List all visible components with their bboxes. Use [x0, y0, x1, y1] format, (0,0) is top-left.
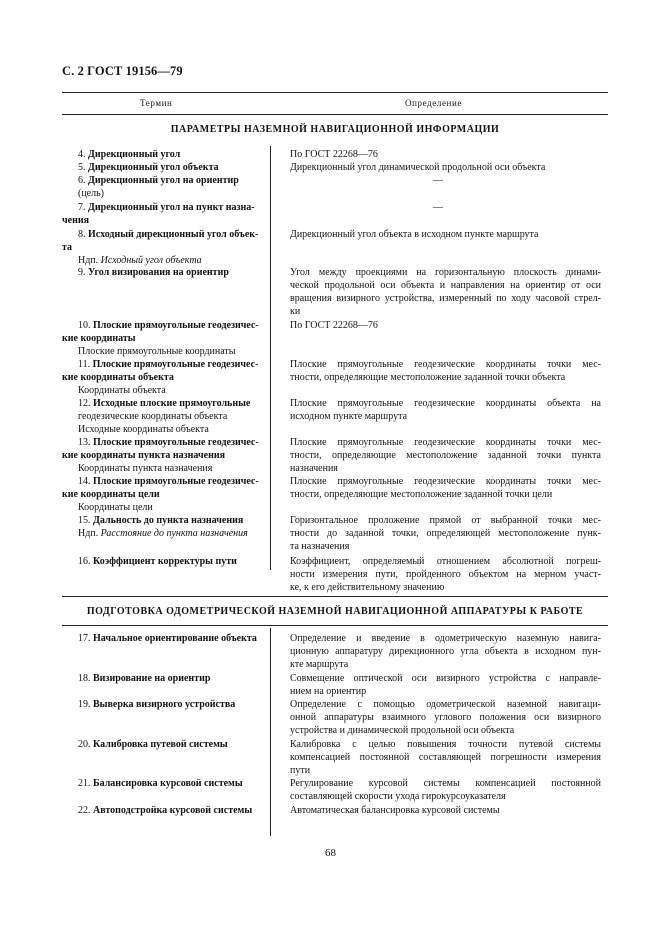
table-header-rule [62, 114, 608, 115]
definition-line: Горизонтальное проложение прямой от выбранной точки мес- [290, 515, 601, 526]
term-number: 22. [78, 805, 93, 816]
definition-line: та назначения [290, 541, 350, 552]
term-cell [62, 738, 264, 751]
definition-cell [290, 358, 601, 384]
page-header: С. 2 ГОСТ 19156—79 [62, 64, 183, 78]
term-cell [62, 475, 264, 514]
term-line [62, 319, 264, 332]
definition-cell [290, 397, 601, 423]
term-number: 6. [78, 175, 88, 186]
term-line [62, 698, 264, 711]
definition-line: тности, определяющие местоположение заданной точки пункта [290, 450, 601, 461]
term-text: Координаты объекта [78, 385, 166, 396]
definition-line: Плоские прямоугольные геодезические координаты точки мес- [290, 359, 601, 370]
term-line [62, 358, 264, 371]
term-line [62, 514, 264, 527]
term-number: 20. [78, 739, 93, 750]
term-cell [62, 632, 264, 645]
table-top-rule [62, 92, 608, 93]
deprecated-term: Исходный угол объекта [100, 255, 202, 266]
term-text: Дирекционный угол на пункт назна- [88, 202, 255, 213]
definition-line: Плоские прямоугольные геодезические координаты точки мес- [290, 437, 601, 448]
term-text: Координаты цели [78, 502, 153, 513]
deprecated-marker: Ндп. [78, 528, 101, 539]
term-line [62, 777, 264, 790]
term-line [62, 228, 264, 241]
section-title-odometric-preparation: ПОДГОТОВКА ОДОМЕТРИЧЕСКОЙ НАЗЕМНОЙ НАВИГАЦИОННОЙ АППАРАТУРЫ К РАБОТЕ [86, 606, 584, 617]
definition-cell [290, 319, 601, 332]
definition-cell [290, 174, 601, 187]
term-text: геодезические координаты объекта [78, 411, 228, 422]
term-text: кие координаты пункта назначения [62, 450, 226, 461]
term-text: Коэффициент корректуры пути [93, 556, 237, 567]
term-number: 11. [78, 359, 93, 370]
term-text: Калибровка путевой системы [93, 739, 228, 750]
definition-line: Калибровка с целью повышения точности путевой системы [290, 739, 601, 750]
definition-line: Коэффициент, определяемый отношением абсолютной погреш- [290, 556, 601, 567]
term-cell [62, 201, 264, 227]
term-text: кие координаты [62, 333, 136, 344]
term-text: Автоподстройка курсовой системы [93, 805, 253, 816]
term-number: 19. [78, 699, 93, 710]
term-line [62, 449, 264, 462]
term-line [62, 345, 264, 358]
term-cell [62, 698, 264, 711]
term-cell [62, 228, 264, 267]
definition-cell [290, 514, 601, 553]
definition-line: Плоские прямоугольные геодезические координаты объекта на [290, 398, 601, 409]
definition-cell [290, 436, 601, 475]
term-text: Угол визирования на ориентир [88, 267, 229, 278]
definition-line: По ГОСТ 22268—76 [290, 320, 378, 331]
definition-line: Определение и введение в одометрическую наземную навига- [290, 633, 601, 644]
term-line [62, 201, 264, 214]
term-line [62, 423, 264, 436]
definition-cell [290, 148, 601, 161]
definition-cell [290, 804, 601, 817]
definition-line: Совмещение оптической оси визирного устройства с направле- [290, 673, 601, 684]
definition-line: ки [290, 306, 301, 317]
term-line [62, 738, 264, 751]
definition-line: Плоские прямоугольные геодезические координаты точки мес- [290, 476, 601, 487]
definition-line: исходном пункте маршрута [290, 411, 408, 422]
term-number: 7. [78, 202, 88, 213]
definition-cell [290, 698, 601, 737]
section-title-navigation-parameters: ПАРАМЕТРЫ НАЗЕМНОЙ НАВИГАЦИОННОЙ ИНФОРМАЦИИ [170, 124, 500, 135]
term-text: Исходные координаты объекта [78, 424, 209, 435]
term-number: 16. [78, 556, 93, 567]
definition-line: тности, определяющие местоположение заданной точки объекта [290, 372, 566, 383]
definition-line: ционную аппаратуру дирекционного угла объекта в исходном пун- [290, 646, 601, 657]
page-number: 68 [325, 847, 336, 859]
definition-cell [290, 228, 601, 241]
definition-line: — [433, 175, 443, 186]
term-number: 9. [78, 267, 88, 278]
term-text: кие координаты цели [62, 489, 160, 500]
section-rule [62, 596, 608, 597]
column-header-definition: Определение [405, 98, 462, 108]
term-number: 8. [78, 229, 88, 240]
term-line [62, 148, 264, 161]
term-line [62, 371, 264, 384]
definition-line: По ГОСТ 22268—76 [290, 149, 378, 160]
term-number: 14. [78, 476, 93, 487]
definition-cell [290, 201, 601, 214]
definition-line: — [433, 202, 443, 213]
term-number: 4. [78, 149, 88, 160]
definition-line: тности до заданной точки, определяющей местоположение пунк- [290, 528, 601, 539]
column-separator [270, 628, 271, 836]
definition-line: назначения [290, 463, 338, 474]
term-number: 17. [78, 633, 93, 644]
definition-line: ческой продольной оси объекта и направления на ориентир от оси [290, 280, 601, 291]
term-cell [62, 358, 264, 397]
definition-line: ке, к его действительному значению [290, 582, 445, 593]
term-cell [62, 436, 264, 475]
term-cell [62, 319, 264, 358]
term-cell [62, 555, 264, 568]
definition-line: Регулирование курсовой системы компенсацией постоянной [290, 778, 601, 789]
term-text: Плоские прямоугольные геодезичес- [93, 476, 259, 487]
term-text: Координаты пункта назначения [78, 463, 213, 474]
term-line [62, 332, 264, 345]
term-text: чения [62, 215, 90, 226]
term-cell [62, 397, 264, 436]
term-text: Плоские прямоугольные геодезичес- [92, 359, 259, 370]
term-text: (цель) [78, 188, 105, 199]
definition-cell [290, 266, 601, 318]
term-number: 21. [78, 778, 93, 789]
term-number: 12. [78, 398, 93, 409]
definition-line: нием на ориентир [290, 686, 367, 697]
term-line [62, 488, 264, 501]
term-line [62, 410, 264, 423]
term-text: Плоские прямоугольные координаты [78, 346, 236, 357]
term-line [62, 241, 264, 254]
term-line [62, 501, 264, 514]
term-text: Балансировка курсовой системы [93, 778, 243, 789]
definition-cell [290, 738, 601, 777]
term-cell [62, 804, 264, 817]
term-cell [62, 672, 264, 685]
term-text: Начальное ориентирование объекта [93, 633, 257, 644]
term-line [62, 214, 264, 227]
term-cell [62, 161, 264, 174]
definition-cell [290, 555, 601, 594]
deprecated-marker: Ндп. [78, 255, 101, 266]
definition-line: Угол между проекциями на горизонтальную плоскость динами- [290, 267, 601, 278]
term-line [62, 161, 264, 174]
term-text: Исходные плоские прямоугольные [93, 398, 251, 409]
definition-line: Определение с помощью одометрической наземной навигаци- [290, 699, 601, 710]
term-text: та [62, 242, 73, 253]
definition-line: ности измерения пути, пройденного объектом на мерном участ- [290, 569, 601, 580]
definition-line: пути [290, 765, 311, 776]
definition-line: Автоматическая балансировка курсовой системы [290, 805, 500, 816]
term-text: Дирекционный угол [88, 149, 181, 160]
definition-line: онной аппаратуры взаимного углового положения оси визирного [290, 712, 601, 723]
term-text: Исходный дирекционный угол объек- [88, 229, 259, 240]
term-cell [62, 174, 264, 200]
definition-line: тности, определяющие местоположение заданной точки цели [290, 489, 553, 500]
term-text: Плоские прямоугольные геодезичес- [93, 437, 259, 448]
term-number: 15. [78, 515, 93, 526]
term-text: Визирование на ориентир [93, 673, 211, 684]
definition-line: кте маршрута [290, 659, 349, 670]
definition-line: составляющей скорости ухода гирокурсоуказателя [290, 791, 506, 802]
definition-line: устройства и динамической продольной оси объекта [290, 725, 515, 736]
term-line [62, 266, 264, 279]
deprecated-term: Расстояние до пункта назначения [100, 528, 248, 539]
term-text: Дирекционный угол на ориентир [88, 175, 239, 186]
definition-cell [290, 475, 601, 501]
section-rule [62, 625, 608, 626]
term-text: Дальность до пункта назначения [93, 515, 244, 526]
term-text: кие координаты объекта [62, 372, 174, 383]
term-cell [62, 514, 264, 540]
term-number: 18. [78, 673, 93, 684]
term-line [62, 436, 264, 449]
term-cell [62, 266, 264, 279]
term-cell [62, 148, 264, 161]
definition-cell [290, 161, 601, 174]
term-line [62, 174, 264, 187]
term-line [62, 384, 264, 397]
term-number: 10. [78, 320, 93, 331]
term-line [62, 632, 264, 645]
column-header-term: Термин [140, 98, 173, 108]
term-line [62, 527, 264, 540]
definition-cell [290, 632, 601, 671]
definition-line: Дирекционный угол динамической продольной оси объекта [290, 162, 546, 173]
term-number: 5. [78, 162, 88, 173]
definition-cell [290, 672, 601, 698]
term-line [62, 397, 264, 410]
definition-cell [290, 777, 601, 803]
term-line [62, 672, 264, 685]
term-cell [62, 777, 264, 790]
term-text: Плоские прямоугольные геодезичес- [93, 320, 259, 331]
term-text: Выверка визирного устройства [93, 699, 236, 710]
term-line [62, 555, 264, 568]
term-line [62, 475, 264, 488]
term-text: Дирекционный угол объекта [88, 162, 219, 173]
term-line [62, 804, 264, 817]
term-line [62, 462, 264, 475]
definition-line: Дирекционный угол объекта в исходном пункте маршрута [290, 229, 539, 240]
definition-line: компенсацией постоянной составляющей погрешности измерения [290, 752, 601, 763]
column-separator [270, 146, 271, 570]
definition-line: вращения визирного устройства, измеренный по ходу часовой стрел- [290, 293, 601, 304]
term-line [62, 187, 264, 200]
term-number: 13. [78, 437, 93, 448]
